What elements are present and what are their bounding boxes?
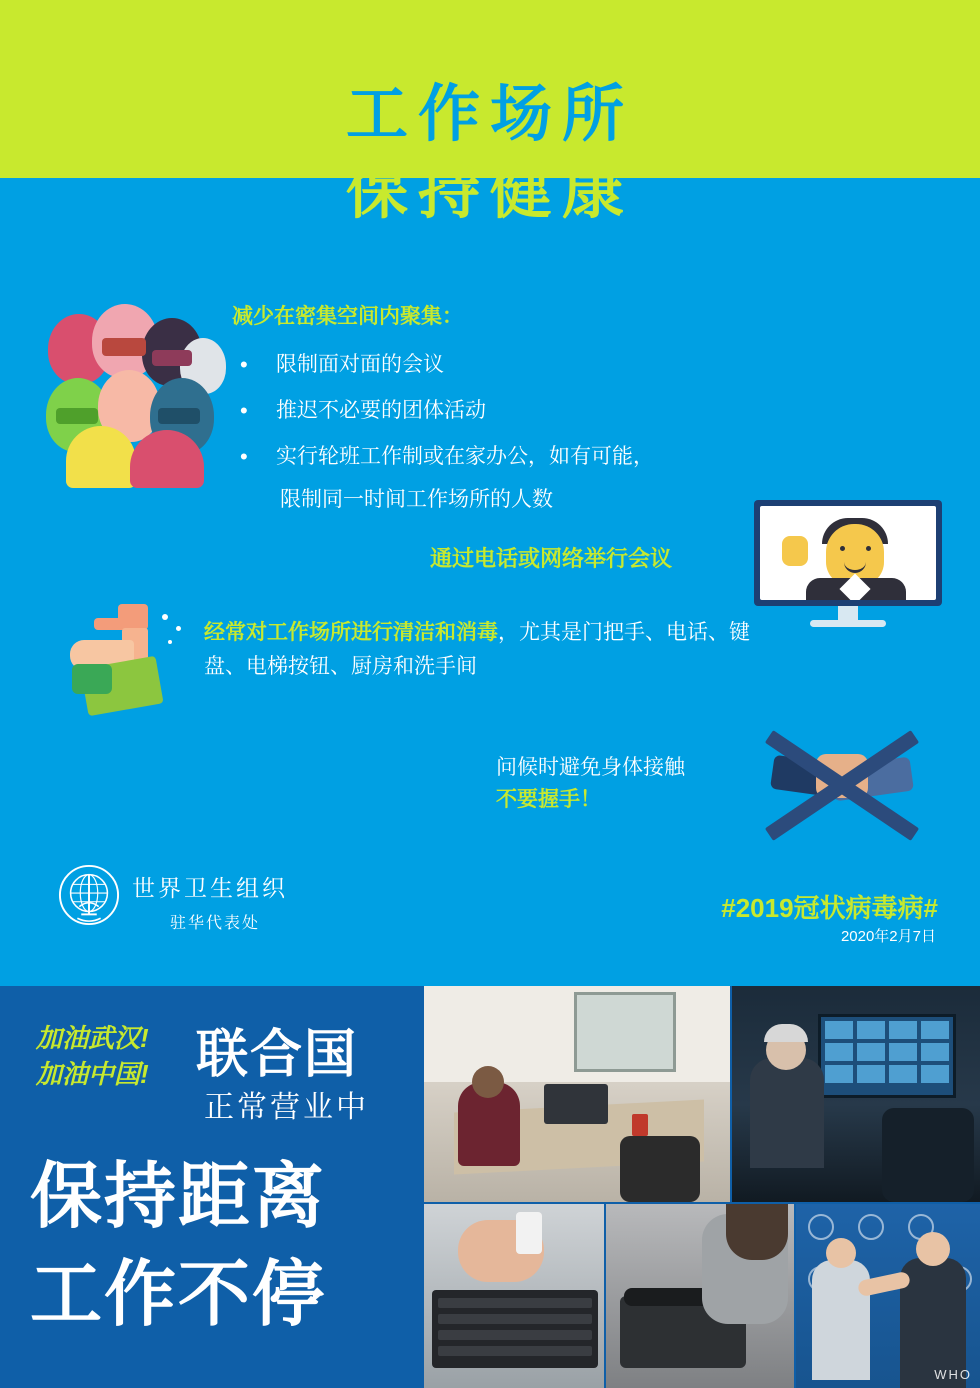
- bottom-banner: [0, 986, 980, 1388]
- who-logo-block: [58, 862, 378, 952]
- no-handshake-text: [496, 752, 756, 816]
- monitor-neck: [838, 606, 858, 620]
- crowd-of-people-icon: [46, 304, 226, 489]
- photo-caption: [738, 1185, 774, 1198]
- list-item: • 推迟不必要的团体活动: [232, 388, 792, 434]
- elbow-bump-who-backdrop-photo: [796, 1204, 980, 1388]
- title-line-1: 工作场所: [345, 80, 634, 149]
- bottom-banner-text-panel: [0, 986, 424, 1388]
- monitor-screen: [754, 500, 942, 606]
- list-item: • 限制面对面的会议: [232, 342, 792, 388]
- photo-caption: [430, 1371, 493, 1384]
- cleaning-rest: ，尤其是门把手、电话、键盘、电梯按钮、厨房和洗手间: [204, 621, 750, 678]
- list-item: • 实行轮班工作制或在家办公，如有可能，: [232, 434, 792, 480]
- avatar-eye-left: [840, 546, 845, 551]
- monitor-base: [810, 620, 886, 627]
- poster-title: [0, 78, 980, 232]
- bottom-slogan-line-1: 保持距离: [30, 1157, 327, 1237]
- avatar-eye-right: [866, 546, 871, 551]
- poster-date: 2020年2月7日: [840, 928, 936, 945]
- video-call-caption: 通过电话或网络举行会议: [430, 546, 673, 571]
- open-plan-office-photo: [424, 986, 730, 1202]
- who-organization-name: 世界卫生组织: [132, 875, 288, 901]
- photo-collage: [424, 986, 980, 1388]
- no-handshake-line-2: 不要握手！: [496, 788, 601, 811]
- monitor-inner-screen: [760, 506, 936, 600]
- no-handshake-line-1: 问候时避免身体接触: [496, 756, 685, 779]
- campaign-hashtag: #2019冠状病毒病#: [721, 893, 938, 923]
- cleaning-highlight: 经常对工作场所进行清洁和消毒: [204, 621, 498, 644]
- photo-caption: [802, 1371, 838, 1384]
- photo-caption: [430, 1185, 502, 1198]
- monitor-video-call-icon: [754, 500, 942, 630]
- reduce-gatherings-bullet-list: [232, 342, 792, 480]
- backdrop-who-text: WHO: [934, 1367, 972, 1382]
- un-subtitle: 正常营业中: [204, 1091, 369, 1124]
- who-office-name: 驻华代表处: [170, 915, 261, 932]
- section-reduce-gatherings: [0, 296, 980, 526]
- bullet-continuation-line: 限制同一时间工作场所的人数: [280, 488, 553, 511]
- un-name: 联合国: [196, 1026, 359, 1084]
- bottom-slogan-line-2: 工作不停: [30, 1255, 327, 1335]
- jiayou-slogan: [36, 1020, 149, 1092]
- reduce-gatherings-text: [232, 300, 792, 520]
- desk-phone-photo: [606, 1204, 794, 1388]
- video-conference-photo: [732, 986, 980, 1202]
- jiayou-line-1: 加油武汉!: [36, 1023, 149, 1053]
- jiayou-line-2: 加油中国!: [36, 1059, 149, 1089]
- hand-sanitizer-keyboard-photo: [424, 1204, 604, 1388]
- photo-caption: [612, 1371, 666, 1384]
- cleaning-text: [204, 616, 764, 684]
- who-emblem-icon: [58, 864, 120, 926]
- title-line-2: 保持健康: [345, 157, 634, 226]
- crossed-out-handshake-icon: [760, 726, 925, 846]
- avatar-waving-hand: [782, 536, 808, 566]
- reduce-gatherings-lead: 减少在密集空间内聚集：: [232, 305, 463, 328]
- spray-bottle-cleaning-icon: [66, 604, 206, 714]
